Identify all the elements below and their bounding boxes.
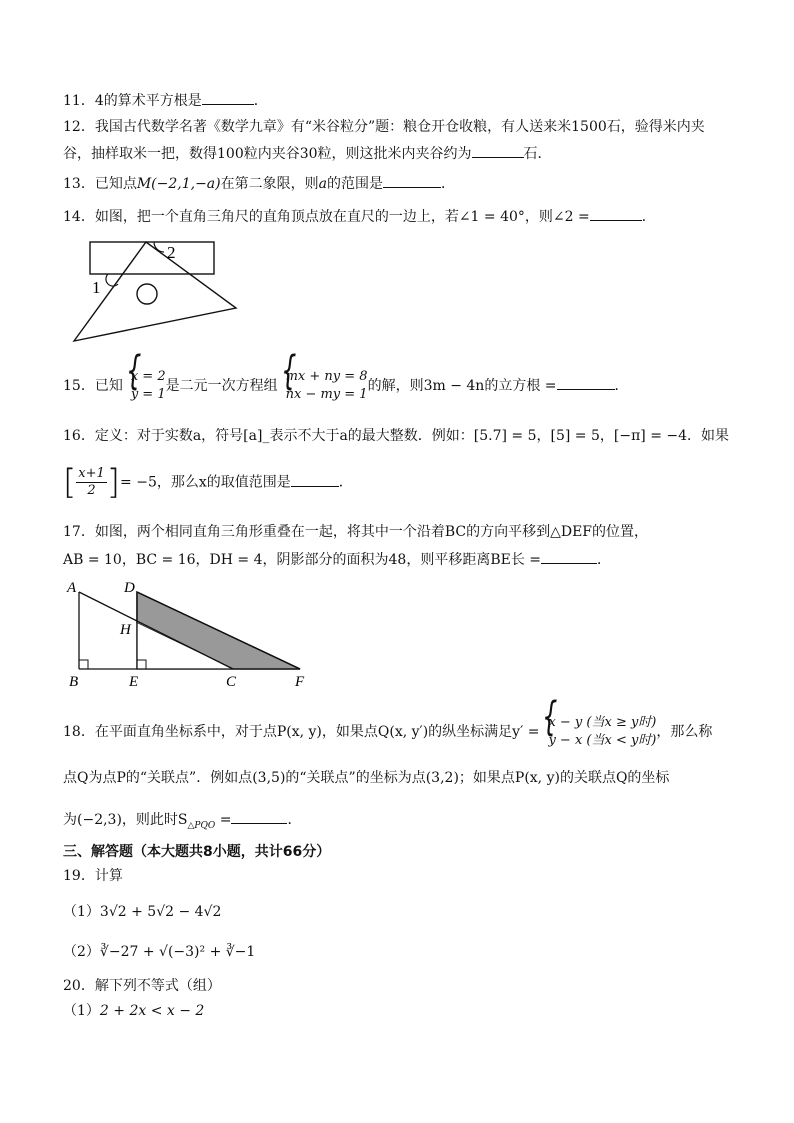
angle-2-arc (154, 242, 164, 252)
q15-answer-blank[interactable] (557, 375, 615, 390)
question-18: 18．在平面直角坐标系中，对于点P(x, y)，如果点Q(x, y′)的纵坐标满足y′ = { x − y (当x ≥ y时) y − x (当x < y时) ，那么称 (63, 714, 712, 750)
q16-text-line2: = −5，那么x的取值范围是 (120, 474, 291, 491)
question-14: 14．如图，把一个直角三角尺的直角顶点放在直尺的一边上，若∠1 = 40°，则∠2 = ． (63, 206, 656, 227)
q12-text-line2: 谷，抽样取米一把，数得100粒内夹谷30粒，则这批米内夹谷约为 (63, 146, 472, 162)
q20-part-1: （1）2 + 2x < x − 2 (63, 1003, 205, 1019)
section-3-heading: 三、解答题（本大题共8小题，共计66分） (63, 844, 331, 860)
q19-expression-1: 3√2 + 5√2 − 4√2 (99, 904, 222, 920)
q18-text-line2: 点Q为点P的“关联点”．例如点(3,5)的“关联点”的坐标为点(3,2)；如果点P(x, y)的关联点Q的坐标 (63, 770, 670, 786)
q14-text: 如图，把一个直角三角尺的直角顶点放在直尺的一边上，若∠1 = 40°，则∠2 = (94, 209, 590, 225)
right-angle-B (79, 660, 88, 669)
q19-title: 计算 (94, 868, 123, 884)
q16-fraction: $\frac{x+1}{2}$ (78, 466, 105, 498)
q16-text-line1: 定义：对于实数a，符号[a]_表示不大于a的最大整数．例如：[5.7] = 5，[5] = 5，[−π] = −4．如果 (94, 428, 730, 444)
q17-text-line2: AB = 10，BC = 16，DH = 4，阴影部分的面积为48，则平移距离BE长 = (63, 552, 542, 568)
q17-answer-blank[interactable] (541, 549, 597, 564)
q19-expression-2: ∛−27 + √(−3)² + ∛−1 (99, 944, 256, 960)
question-12: 12．我国古代数学名著《数学九章》有“米谷粒分”题：粮仓开仓收粮，有人送来米1500石，验得米内夹 (63, 119, 705, 135)
q19-part-1: （1）3√2 + 5√2 − 4√2 (63, 904, 222, 920)
q20-title: 解下列不等式（组） (94, 978, 221, 994)
question-18-cont (63, 768, 669, 788)
question-16: 16．定义：对于实数a，符号[a]_表示不大于a的最大整数．例如：[5.7] = 5，[5] = 5，[−π] = −4．如果 (63, 428, 730, 444)
q17-figure (63, 578, 313, 690)
question-17: 17．如图，两个相同直角三角形重叠在一起，将其中一个沿着BC的方向平移到△DEF的位置， (63, 524, 649, 540)
question-16-cont: [ $\frac{x+1}{2}$ ]= −5，那么x的取值范围是 ． (63, 462, 353, 503)
question-15: 15．已知 { x = 2 y = 1 是二元一次方程组 { mx + ny = 8 nx − my = 1 的解，则3m − 4n的立方根 = ． (63, 368, 629, 404)
q18-text-line3: 为(−2,3)，则此时S (63, 812, 188, 828)
label-D: D (124, 580, 135, 596)
q18-answer-blank[interactable] (231, 809, 287, 824)
label-E: E (129, 674, 139, 690)
label-F: F (295, 674, 305, 690)
question-17-cont: AB = 10，BC = 16，DH = 4，阴影部分的面积为48，则平移距离BE长 = ． (63, 549, 611, 570)
label-H: H (120, 622, 131, 638)
q16-answer-blank[interactable] (291, 472, 339, 487)
question-11: 11．4的算术平方根是 ． (63, 90, 268, 111)
q11-answer-blank[interactable] (202, 90, 254, 105)
question-18-cont2: 为(−2,3)，则此时$S_{\triangle PQO}$ = ． (63, 809, 301, 836)
set-square-hole (137, 284, 157, 304)
q14-answer-blank[interactable] (590, 206, 642, 221)
label-B: B (69, 674, 79, 690)
label-A: A (67, 580, 77, 596)
angle-1-arc (106, 274, 118, 286)
q20-inequality-1: 2 + 2x < x − 2 (99, 1003, 205, 1019)
angle-1-label: 1 (92, 278, 101, 297)
q17-text-line1: 如图，两个相同直角三角形重叠在一起，将其中一个沿着BC的方向平移到△DEF的位置， (94, 524, 649, 540)
q12-answer-blank[interactable] (472, 143, 524, 158)
question-13: 13．已知点M(−2,1,−a)在第二象限，则a的范围是 ． (63, 173, 455, 194)
question-19: 19．计算 (63, 868, 123, 884)
label-C: C (226, 674, 237, 690)
q13-answer-blank[interactable] (383, 173, 441, 188)
q11-text: 4的算术平方根是 (94, 93, 202, 109)
q12-text-line1: 我国古代数学名著《数学九章》有“米谷粒分”题：粮仓开仓收粮，有人送来米1500石，验得米内夹 (94, 119, 705, 135)
q19-part-2: （2）∛−27 + √(−3)² + ∛−1 (63, 944, 256, 960)
q11-number: 11． (63, 93, 95, 109)
q15-equation-system: { mx + ny = 8 nx − my = 1 (278, 368, 368, 404)
q15-solution-system: { x = 2 y = 1 (123, 368, 166, 404)
angle-2-label: 2 (167, 243, 176, 262)
q14-figure (68, 236, 243, 346)
question-12-cont: 谷，抽样取米一把，数得100粒内夹谷30粒，则这批米内夹谷约为 石． (63, 143, 552, 164)
q13-point: M(−2,1,−a) (136, 176, 221, 192)
question-20: 20．解下列不等式（组） (63, 978, 221, 994)
q18-text-line1: 在平面直角坐标系中，对于点P(x, y)，如果点Q(x, y′)的纵坐标满足y′ = (94, 724, 540, 740)
q18-piecewise: { x − y (当x ≥ y时) y − x (当x < y时) (539, 714, 656, 750)
